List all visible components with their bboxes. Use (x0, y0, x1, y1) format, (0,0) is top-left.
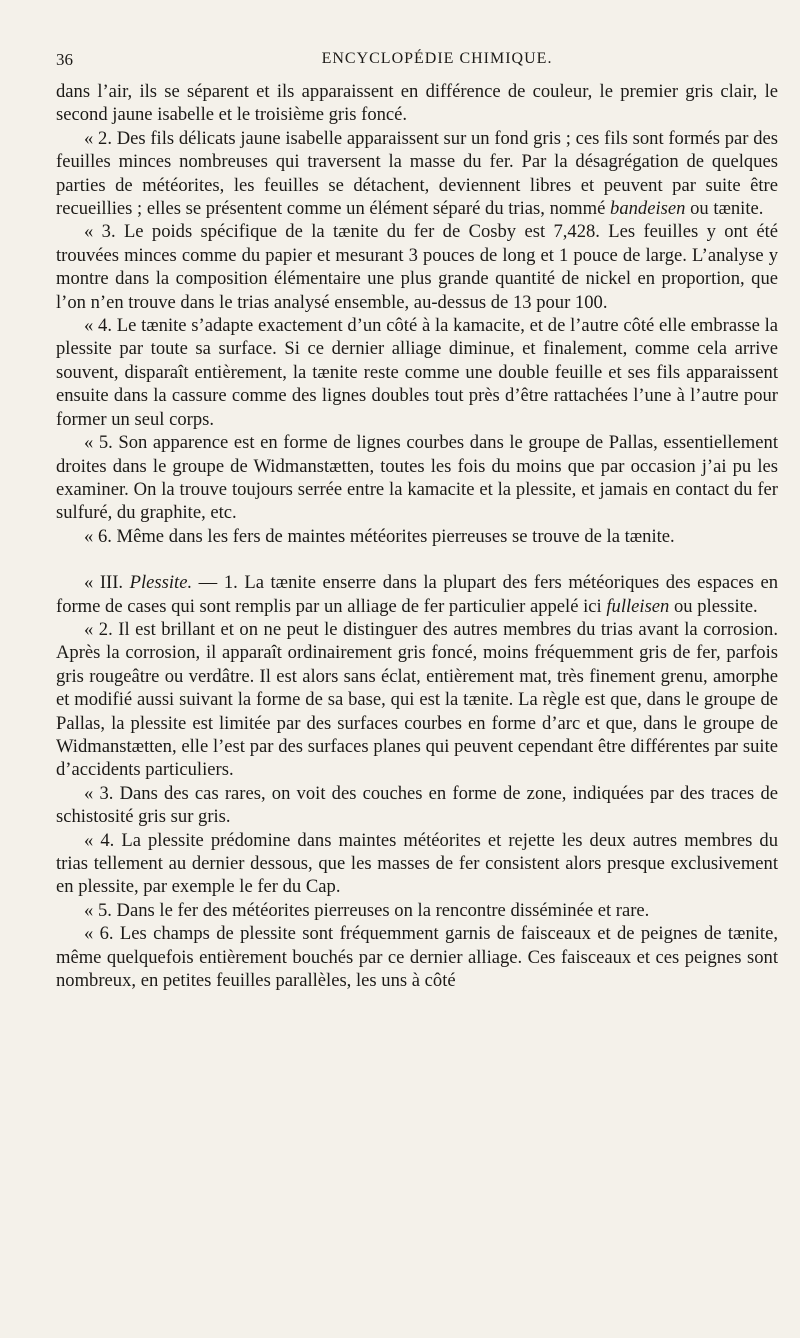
paragraph-plessite-5: « 5. Dans le fer des météorites pierreuses on la rencontre disséminée et rare. (84, 899, 650, 921)
paragraph-taenite-4: « 4. Le tænite s’adapte exactement d’un côté à la kamacite, et de l’autre côté elle embrasse la plessite par toute sa surface. Si ce dernier alliage diminue, et finalement, comme cela arrive souvent, disparaît entièrement, la tænite reste comme une double feuille et ses fils apparaissent ensuite dans la cassure comme des lignes doubles tout près d’être rattachées l’une à l’autre pour former un seul corps. (56, 315, 778, 430)
paragraph-text: « 2. Des fils délicats jaune isabelle apparaissent sur un fond gris ; ces fils sont formés par des feuilles minces nombreuses qui traversent la masse du fer. Par la désagrégation de quelques parties de météorites, les feuilles se détachent, deviennent libres et peuvent par suite être recueillies ; elles se présentent comme un élément séparé du trias, nommé (56, 127, 778, 220)
paragraph-taenite-6: « 6. Même dans les fers de maintes météorites pierreuses se trouve de la tænite. (84, 525, 675, 547)
paragraph-tail: ou tænite. (685, 198, 764, 220)
body-text (56, 80, 778, 992)
paragraph-text: — 1. La tænite enserre dans la plupart des fers météoriques des espaces en forme de cases qui sont remplis par un alliage de fer particulier appelé ici (56, 572, 778, 617)
paragraph-taenite-2 (56, 127, 778, 221)
paragraph-plessite-3: « 3. Dans des cas rares, on voit des couches en forme de zone, indiquées par des traces de schistosité gris sur gris. (56, 782, 778, 828)
paragraph-tail: ou plessite. (669, 595, 758, 617)
paragraph-continuation: dans l’air, ils se séparent et ils apparaissent en différence de couleur, le premier gris clair, le second jaune isabelle et le troisième gris foncé. (56, 81, 778, 126)
section-gap (56, 548, 778, 571)
paragraph-taenite-3: « 3. Le poids spécifique de la tænite du fer de Cosby est 7,428. Les feuilles y ont été trouvées minces comme du papier et mesurant 3 pouces de long et 1 pouce de large. L’analyse y montre dans la composition élémentaire une plus grande quantité de nickel en proportion, que l’on n’en trouve dans le trias analysé ensemble, au-dessus de 13 pour 100. (56, 221, 778, 313)
section-heading-plessite: Plessite. (129, 572, 193, 594)
paragraph-plessite-4: « 4. La plessite prédomine dans maintes météorites et rejette les deux autres membres du trias tellement au dernier dessous, que les masses de fer consistent alors presque exclusivement en plessite, par exemple le fer du Cap. (56, 829, 778, 898)
section-number: « III. (84, 572, 124, 594)
running-title: ENCYCLOPÉDIE CHIMIQUE. (321, 50, 553, 67)
italic-term-bandeisen: bandeisen (610, 198, 686, 220)
italic-term-fulleisen: fulleisen (606, 595, 670, 617)
page-number: 36 (56, 50, 73, 69)
paragraph-plessite-1 (56, 571, 778, 618)
page-header (56, 48, 778, 80)
paragraph-plessite-2: « 2. Il est brillant et on ne peut le distinguer des autres membres du trias avant la corrosion. Après la corrosion, il apparaît ordinairement gris foncé, moins fréquemment gris de fer, parfois gris rougeâtre ou verdâtre. Il est alors sans éclat, entièrement mat, très finement grenu, amorphe et modifié aussi suivant la forme de sa base, qui est la tænite. La règle est que, dans le groupe de Pallas, la plessite est limitée par des surfaces courbes en forme d’arc et que, dans le groupe de Widmanstætten, elle l’est par des surfaces planes qui peuvent cependant être différentes par suite d’accidents particuliers. (56, 618, 778, 781)
paragraph-plessite-6: « 6. Les champs de plessite sont fréquemment garnis de faisceaux et de peignes de tænite, même quelquefois entièrement bouchés par ce dernier alliage. Ces faisceaux et ces peignes sont nombreux, en petites feuilles parallèles, les uns à côté (56, 923, 778, 992)
paragraph-taenite-5: « 5. Son apparence est en forme de lignes courbes dans le groupe de Pallas, essentiellement droites dans le groupe de Widmanstætten, toutes les fois du moins que par occasion j’ai pu les examiner. On la trouve toujours serrée entre la kamacite et la plessite, et jamais en contact du fer sulfuré, du graphite, etc. (56, 432, 778, 524)
